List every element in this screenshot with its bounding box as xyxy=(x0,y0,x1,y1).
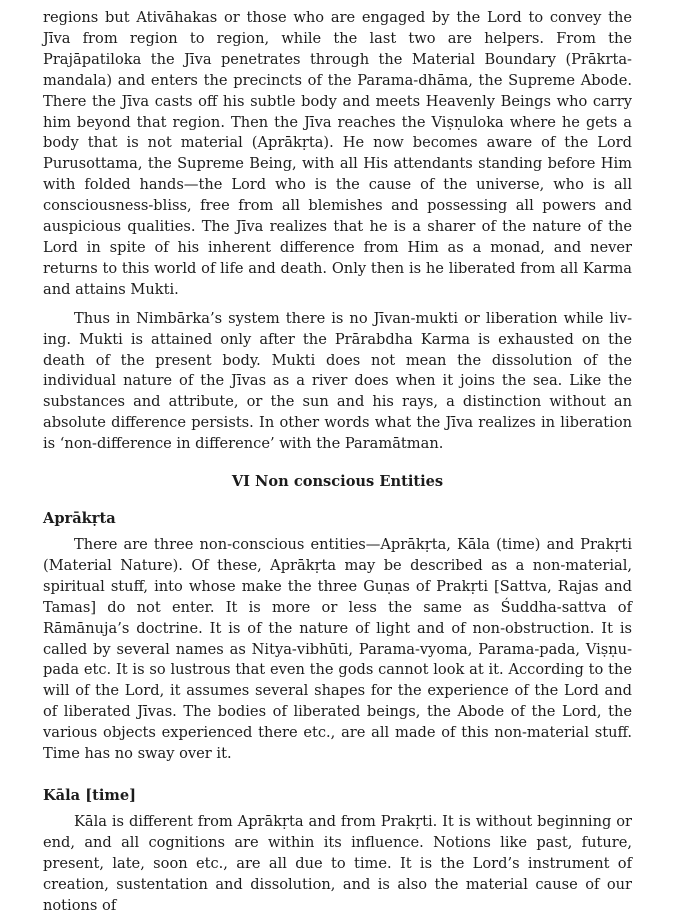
section-heading: VI Non conscious Entities xyxy=(231,473,444,491)
paragraph-liberation-path: regions but Ativāhakas or those who are engaged by the Lord to convey the Jīva from region to region, while the last two are helpers. From the Prajāpatiloka the Jīva penetrates through the Material Boundary (Prākrta-mandala) and enters the precincts of the Parama-dhāma, the Supreme Abode. There the Jīva casts off his subtle body and meets Heavenly Beings who carry him beyond that region. Then the Jīva reaches the Viṣṇuloka where he gets a body that is not material (Aprākṛta). He now becomes aware of the Lord Purusottama, the Supreme Being, with all His attendants standing before Him with folded hands—the Lord who is the cause of the universe, who is all consciousness-bliss, free from all blemishes and possessing all powers and auspicious qualities. The Jīva realizes that he is a sharer of the nature of the Lord in spite of his inherent difference from Him as a monad, and never returns to this world of life and death. Only then is he liberated from all Karma and attains Mukti. xyxy=(43,9,632,298)
document-page xyxy=(43,8,632,917)
paragraph-nimbarka-mukti: Thus in Nimbārka’s system there is no Jīvan-mukti or liberation while living. Mukti is attained only after the Prārabdha Karma is exhausted on the death of the present body. Mukti does not mean the dissolution of the individual nature of the Jīvas as a river does when it joins the sea. Like the substances and attribute, or the sun and his rays, a distinction without an absolute difference persists. In other words what the Jīva realizes in liberation is ‘non-difference in difference’ with the Paramātman. xyxy=(43,309,632,453)
paragraph-aprakrta: There are three non-conscious entities—Aprākṛta, Kāla (time) and Prakṛti (Material Nature). Of these, Aprākṛta may be described as a non-material, spiritual stuff, into whose make the three Guṇas of Prakṛti [Sattva, Rajas and Tamas] do not enter. It is more or less the same as Śuddha-sattva of Rāmānuja’s doctrine. It is of the nature of light and of non-obstruction. It is called by several names as Nitya-vibhūti, Parama-vyoma, Parama-pada, Viṣṇu-pada etc. It is so lustrous that even the gods cannot look at it. According to the will of the Lord, it assumes several shapes for the experience of the Lord and of liberated Jīvas. The bodies of liberated beings, the Abode of the Lord, the various objects experienced there etc., are all made of this non-material stuff. Time has no sway over it. xyxy=(43,536,632,763)
subheading-aprakrta: Aprākṛta xyxy=(43,510,116,528)
subheading-kala: Kāla [time] xyxy=(43,787,137,804)
paragraph-kala: Kāla is different from Aprākṛta and from Prakṛti. It is without beginning or end, and all cognitions are within its influence. Notions like past, future, present, late, soon etc., are all due to time. It is the Lord’s instrument of creation, sustentation and dissolution, and is also the material cause of our notions of xyxy=(43,813,632,914)
